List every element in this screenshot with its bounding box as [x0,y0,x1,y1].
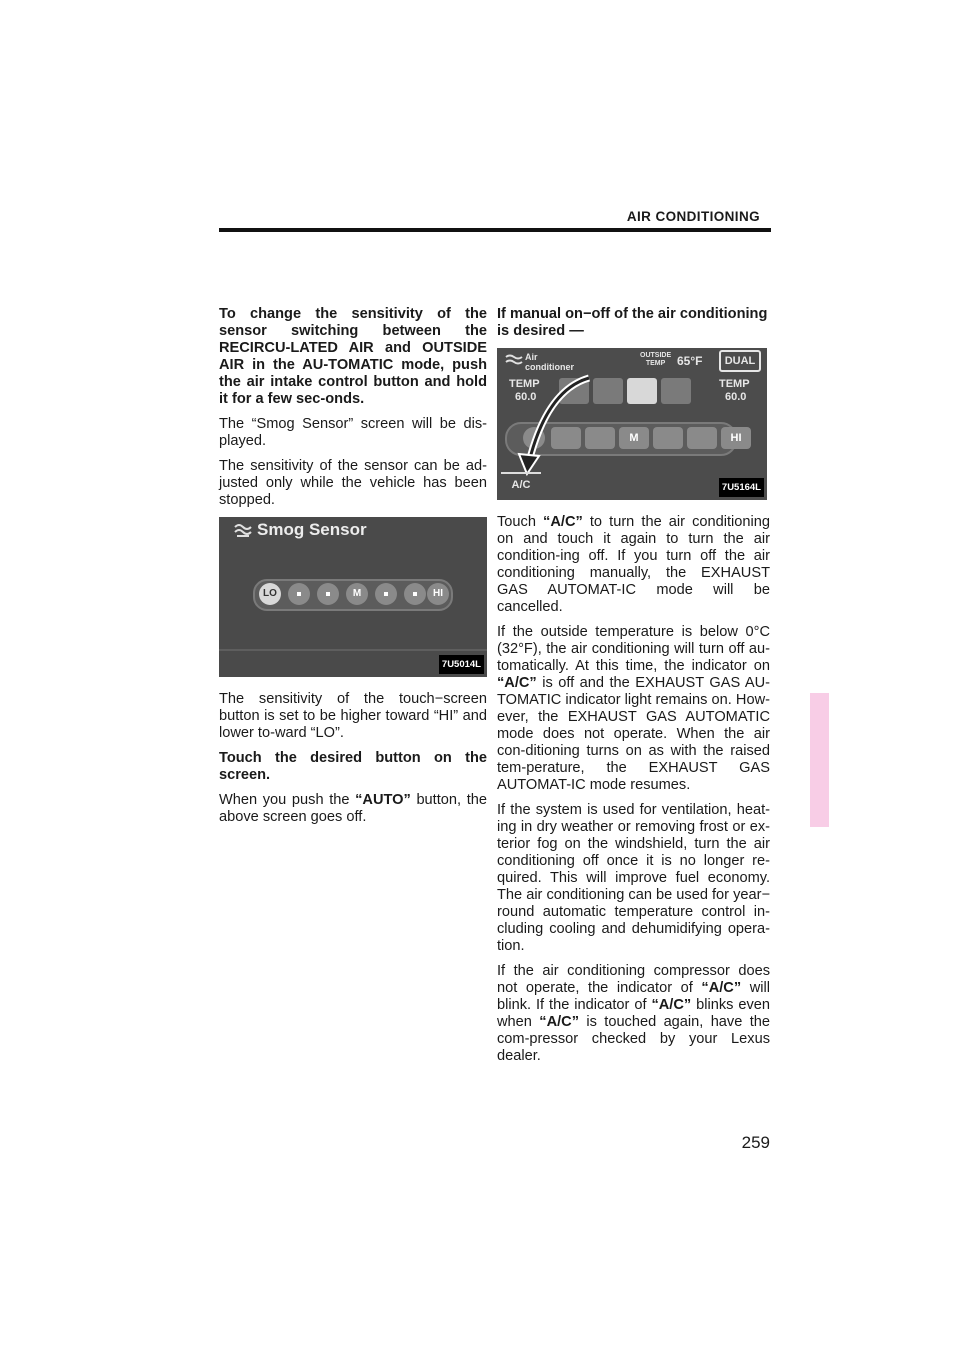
left-column [219,306,487,834]
header-rule [219,228,771,232]
fan-step-button[interactable] [653,427,683,449]
fan-hi-button[interactable]: HI [721,427,751,449]
sensitivity-step-button[interactable] [288,583,310,605]
smog-p3: The sensitivity of the touch−screen button is set to be higher toward “HI” and lower to-ward “LO”. [219,691,487,741]
auto-key: “AUTO” [355,792,411,808]
pointer-arrow [507,370,597,480]
ac-title: Air conditioner [525,352,574,372]
ac-p1: Touch “A/C” to turn the air conditioning on and touch it again to turn the air condition-ing off. If you turn off the air conditioning manually, the EXHAUST GAS AUTOMAT-IC mode will be cancelled. [497,514,770,615]
smog-sensor-icon [233,523,253,539]
outside-temp-value: 65°F [677,354,703,368]
outside-temp-label: OUTSIDE TEMP [640,352,672,367]
sensitivity-m-button[interactable]: M [346,583,368,605]
sensitivity-step-button[interactable] [317,583,339,605]
smog-sensor-title: Smog Sensor [257,520,367,539]
fan-step-button[interactable] [687,427,717,449]
page-number: 259 [741,1133,770,1152]
ac-p2: If the outside temperature is below 0°C (32°F), the air conditioning will turn off au-tomatically. At this time, the indicator on “A/C” is off and the EXHAUST GAS AU-TOMATIC indicator light remains on. How-ever, the EXHAUST GAS AUTOMATIC mode does not operate. When the air con-ditioning turns on as with the raised tem-perature, the EXHAUST GAS AUTOMAT-IC mode resumes. [497,624,770,793]
ac-intro: If manual on−off of the air conditioning is desired — [497,306,768,339]
smog-intro: To change the sensitivity of the sensor switching between the RECIRCU-LATED AIR and OUTSIDE AIR in the AU-TOMATIC mode, push the air intake control button and hold it for a few sec-onds. [219,306,487,407]
smog-p4: Touch the desired button on the screen. [219,750,487,783]
ac-key: “A/C” [497,675,537,691]
ac-key: “A/C” [543,514,583,530]
smog-sensor-figure [219,517,487,677]
mode-button[interactable] [593,378,623,404]
ac-figure [497,348,767,500]
sensitivity-hi-button[interactable]: HI [427,583,449,605]
dual-button[interactable]: DUAL [719,350,761,372]
sensitivity-lo-button[interactable]: LO [259,583,281,605]
figure-bottom-band [219,649,487,651]
fan-m-button[interactable]: M [619,427,649,449]
smog-p1: The “Smog Sensor” screen will be dis-played. [219,416,487,449]
smog-p2: The sensitivity of the sensor can be ad-justed only while the vehicle has been stopped. [219,458,487,508]
ac-key: “A/C” [539,1014,579,1030]
section-header: AIR CONDITIONING [626,209,760,224]
chapter-tab [810,693,829,827]
mode-button[interactable] [661,378,691,404]
sensitivity-step-button[interactable] [375,583,397,605]
sensitivity-step-button[interactable] [404,583,426,605]
ac-p3: If the system is used for ventilation, heat-ing in dry weather or removing frost or ex-terior fog on the windshield, turn the air conditioning off once it is no longer re-quired. This will improve fuel economy. The air conditioning can be used for year− round automatic temperature control in-cluding cooling and dehumidifying opera-tion. [497,802,770,954]
right-column [497,306,770,1073]
temp-left[interactable]: TEMP 60.0 [509,378,540,403]
temp-right[interactable]: TEMP 60.0 [719,378,750,403]
figure-code: 7U5014L [439,655,484,674]
fan-icon [505,354,523,368]
ac-p4: If the air conditioning compressor does not operate, the indicator of “A/C” will blink. If the indicator of “A/C” blinks even when “A/C” is touched again, have the com-pressor checked by your Lexus dealer. [497,963,770,1064]
mode-button[interactable] [627,378,657,404]
ac-key: “A/C” [651,997,692,1013]
ac-button[interactable]: A/C [501,472,541,496]
ac-key: “A/C” [701,980,742,996]
figure-code: 7U5164L [719,478,764,497]
smog-p5: When you push the “AUTO” button, the above screen goes off. [219,792,487,825]
